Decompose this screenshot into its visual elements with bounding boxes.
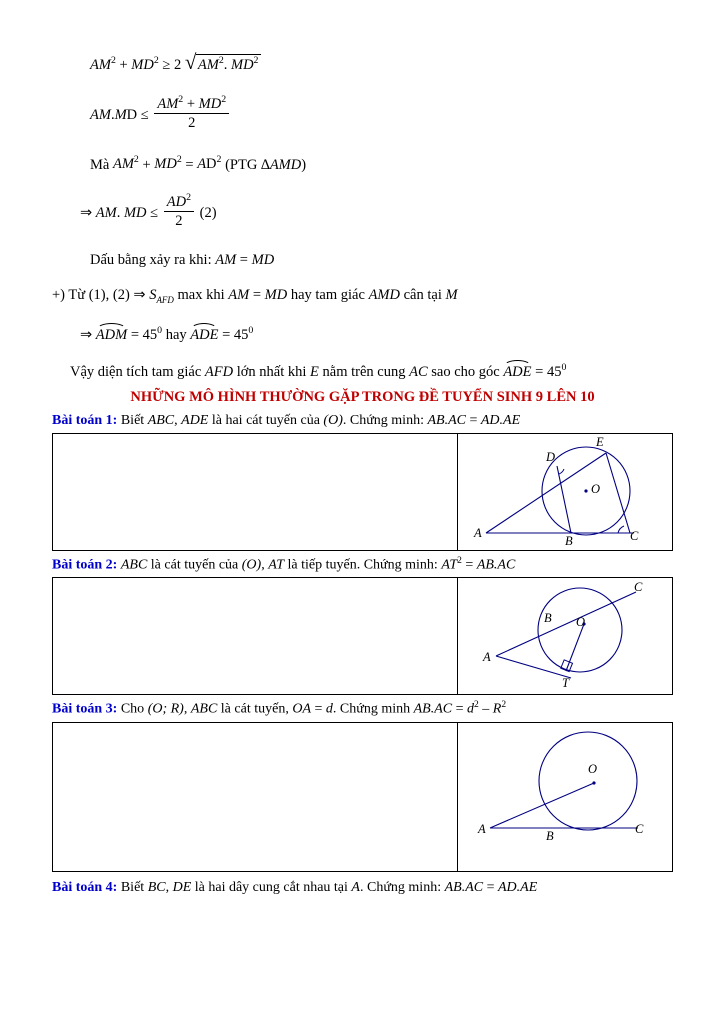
problem-3-tag: Bài toán 3: xyxy=(52,701,118,717)
problem-2-statement: Bài toán 2: ABC là cát tuyến của (O), AT là tiếp tuyến. Chứng minh: $AT^2 = AB.AC$ xyxy=(52,555,516,573)
figure-1-drawing xyxy=(458,434,673,550)
figure-2-label-O: O xyxy=(576,615,586,630)
angle-arc-ade-2: ADE xyxy=(503,361,531,380)
problem-2-tag: Bài toán 2: xyxy=(52,557,118,573)
figure-1-label-B: B xyxy=(565,533,573,548)
figure-2-label-C: C xyxy=(634,580,643,595)
figure-box-1 xyxy=(52,433,673,551)
figure-1-label-C: C xyxy=(630,528,639,543)
figure-1-label-A: A xyxy=(474,525,482,540)
math-line-4: ⇒ AM. MD ≤ $\frac{AD^2}{2}$ (2) xyxy=(80,191,217,230)
problem-3-statement: Bài toán 3: Cho (O; R), ABC là cát tuyến, OA = d. Chứng minh $AB.AC = d^2 - R^2$ xyxy=(52,700,507,717)
figure-1-label-O: O xyxy=(591,481,601,496)
sqrt-icon: √ $AM^2$. $MD^2$ xyxy=(185,54,262,72)
figure-box-3 xyxy=(52,722,673,872)
figure-3-label-O: O xyxy=(588,761,598,776)
math-line-2: AM.MD ≤ $\frac{AM^2 + MD^2}{2}$ xyxy=(52,94,673,131)
figure-box-2 xyxy=(52,577,673,695)
figure-1-label-E: E xyxy=(596,434,604,449)
angle-arc-adm: ADM xyxy=(96,324,127,343)
figure-3-drawing xyxy=(458,723,673,871)
figure-2-drawing xyxy=(458,578,673,694)
problem-1-statement: Bài toán 1: Biết ABC, ADE là hai cát tuyến của (O). Chứng minh: AB.AC = AD.AE xyxy=(52,412,521,428)
math-line-8: Vậy diện tích tam giác AFD lớn nhất khi E nằm trên cung AC sao cho góc ADE = $45^0$ xyxy=(52,361,673,380)
math-line-7: ⇒ ADM = $45^0$ hay ADE = $45^0$ xyxy=(52,324,673,343)
math-line-1: $AM^2 + MD^2 \ge 2$ √ $AM^2$. $MD^2$ xyxy=(52,54,673,72)
math-line-6: +) Từ (1), (2) ⇒ $S_{AFD}$ max khi AM = MD hay tam giác AMD cân tại M xyxy=(52,286,458,305)
figure-3-label-A: A xyxy=(478,821,486,836)
figure-3-label-C: C xyxy=(635,821,644,836)
problem-1-tag: Bài toán 1: xyxy=(52,412,118,428)
math-line-5: Dấu bằng xảy ra khi: AM = MD xyxy=(90,252,275,269)
figure-3-svg xyxy=(458,723,673,872)
problem-4-tag: Bài toán 4: xyxy=(52,879,118,895)
figure-2-label-T: T xyxy=(562,676,569,691)
figure-2-label-B: B xyxy=(544,611,552,626)
problem-4-statement: Bài toán 4: Biết BC, DE là hai dây cung cắt nhau tại A. Chứng minh: AB.AC = AD.AE xyxy=(52,879,538,895)
section-heading: NHỮNG MÔ HÌNH THƯỜNG GẶP TRONG ĐỀ TUYỂN SINH 9 LÊN 10 xyxy=(130,388,595,405)
fraction: $\frac{AM^2 + MD^2}{2}$ xyxy=(154,94,229,131)
math-line-3: Mà $AM^2 + MD^2 = AD^2$ (PTG ∆AMD) xyxy=(90,154,307,173)
angle-arc-ade: ADE xyxy=(190,324,218,343)
figure-2-label-A: A xyxy=(483,650,491,665)
figure-1-label-D: D xyxy=(546,449,556,464)
figure-3-label-B: B xyxy=(546,828,554,843)
fraction: $\frac{AD^2}{2}$ xyxy=(164,192,194,229)
